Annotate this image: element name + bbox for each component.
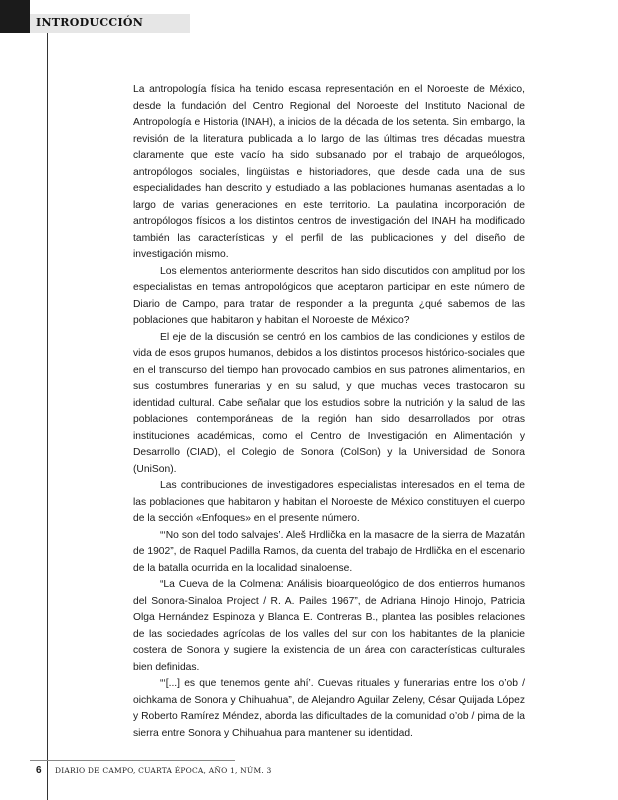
paragraph: Los elementos anteriormente descritos han sido discutidos con amplitud por los especialistas en temas antropológicos que aceptaron participar en este número de Diario de Campo, para tratar de responder a la pregunta ¿qué sabemos de las poblaciones que habitaron y habitan el Noroeste de México? — [133, 265, 525, 326]
body-text — [133, 82, 525, 742]
page-number: 6 — [36, 765, 42, 776]
paragraph: El eje de la discusión se centró en los cambios de las condiciones y estilos de vida de esos grupos humanos, debidos a los distintos procesos histórico-sociales que en el transcurso del tiempo han provocado cambios en sus patrones alimentarios, en sus costumbres funerarias y en su salud, y que muchas veces trastocaron su identidad cultural. Cabe señalar que los estudios sobre la nutrición y la salud de las poblaciones contemporáneas de la región han sido desarrollados por otras instituciones académicas, como el Centro de Investigación en Alimentación y Desarrollo (CIAD), el Colegio de Sonora (ColSon) y la Universidad de Sonora (UniSon). — [133, 331, 525, 475]
paragraph: “‘No son del todo salvajes’. Aleš Hrdlička en la masacre de la sierra de Mazatán de 1902”, de Raquel Padilla Ramos, da cuenta del trabajo de Hrdlička en el escenario de la batalla ocurrida en la localidad sinaloense. — [133, 529, 525, 574]
paragraph: La antropología física ha tenido escasa representación en el Noroeste de México, desde la fundación del Centro Regional del Noroeste del Instituto Nacional de Antropología e Historia (INAH), a inicios de la década de los setenta. Sin embargo, la revisión de la literatura publicada a lo largo de las últimas tres décadas muestra claramente que este vacío ha sido subsanado por el trabajo de arqueólogos, antropólogos sociales, lingüistas e historiadores, que desde cada una de sus especialidades han descrito y estudiado a las poblaciones humanas asentadas a lo largo de varias generaciones en este territorio. La paulatina incorporación de antropólogos físicos a los distintos centros de investigación del INAH ha modificado también las características y el perfil de las publicaciones y del diseño de investigación mismo. — [133, 84, 525, 260]
journal-citation: DIARIO DE CAMPO, CUARTA ÉPOCA, AÑO 1, NÚM. 3 — [55, 766, 272, 775]
footer-rule — [30, 760, 235, 761]
margin-rule — [47, 33, 48, 800]
paragraph: “La Cueva de la Colmena: Análisis bioarqueológico de dos entierros humanos del Sonora-Sinaloa Project / R. A. Pailes 1967”, de Adriana Hinojo Hinojo, Patricia Olga Hernández Espinoza y Blanca E. Contreras B., plantea las posibles relaciones de las sociedades agrícolas de los valles del sur con los habitantes de la planicie costera de Sonora y sugiere la existencia de un área con características culturales bien definidas. — [133, 579, 525, 673]
paragraph: “‘[...] es que tenemos gente ahí’. Cuevas rituales y funerarias entre los o’ob / oichkama de Sonora y Chihuahua”, de Alejandro Aguilar Zeleny, César Quijada López y Roberto Ramírez Méndez, aborda las dificultades de la comunidad o’ob / pima de la sierra entre Sonora y Chihuahua para mantener su identidad. — [133, 678, 525, 739]
header-block — [0, 0, 30, 33]
paragraph: Las contribuciones de investigadores especialistas interesados en el tema de las poblaciones que habitaron y habitan el Noroeste de México constituyen el cuerpo de la sección «Enfoques» en el presente número. — [133, 480, 525, 524]
section-title: INTRODUCCIÓN — [36, 16, 144, 29]
